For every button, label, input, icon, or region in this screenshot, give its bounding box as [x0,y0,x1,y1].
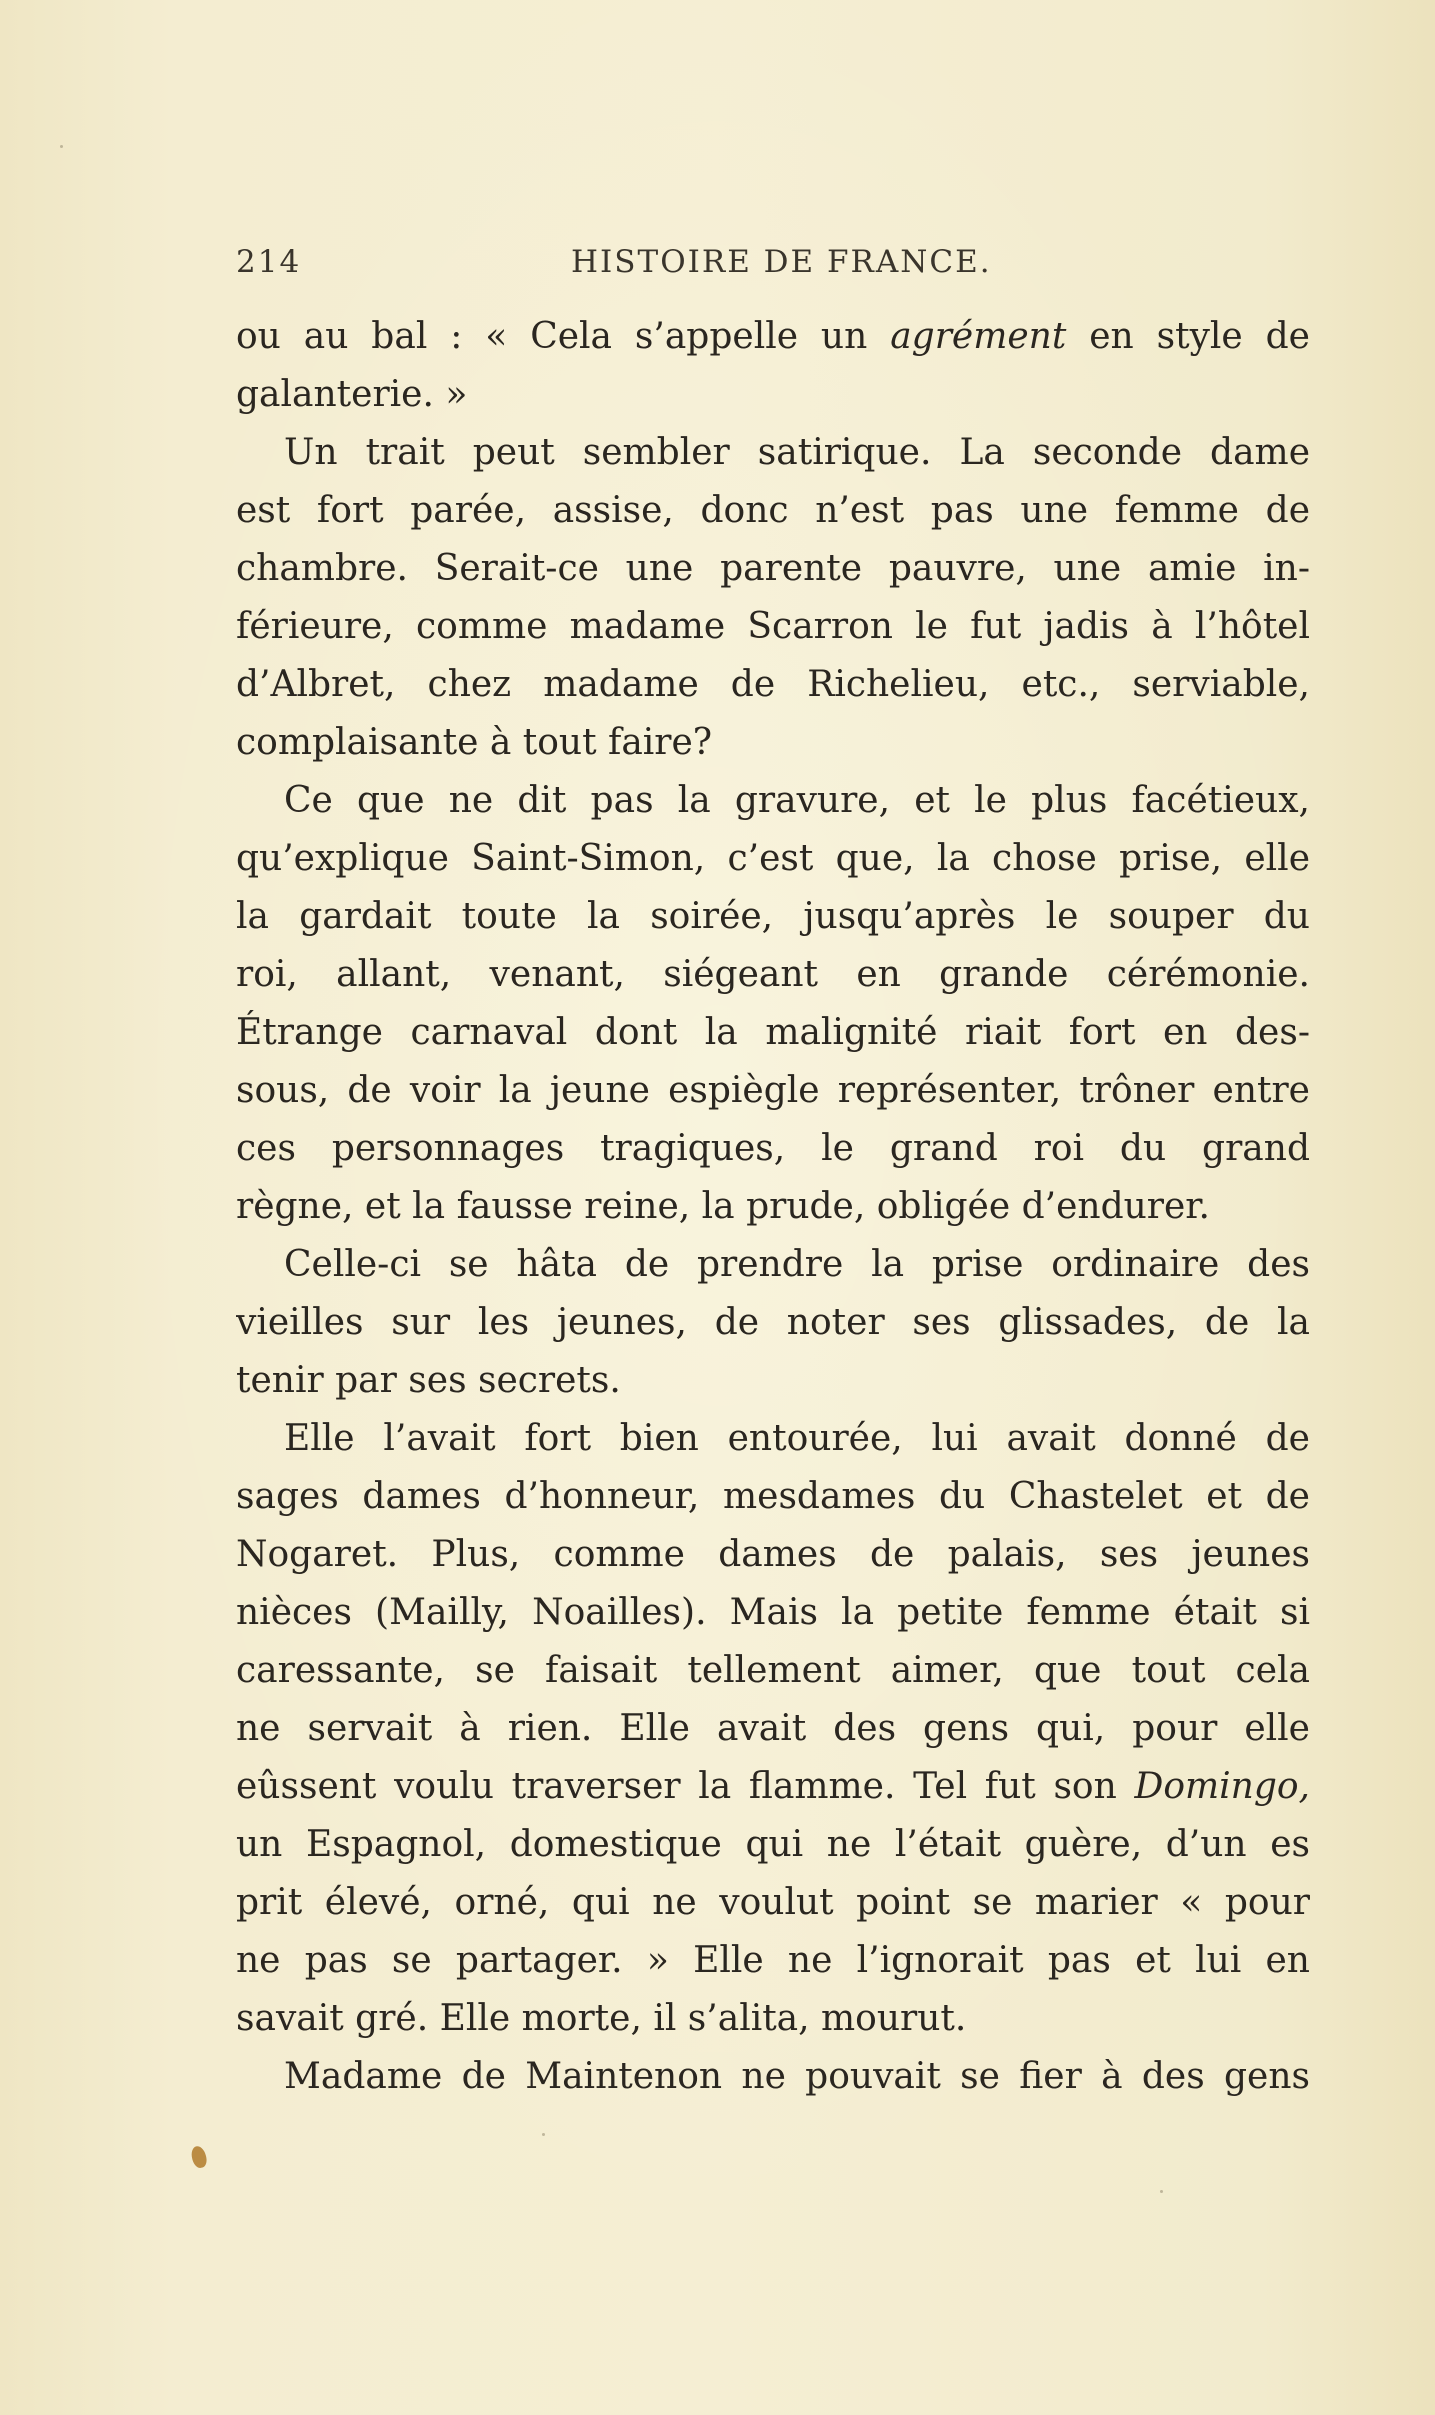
text-line [236,656,1310,714]
text-line [236,540,1310,598]
text-run: ne pas se partager. » Elle ne l’ignorait pas et lui en [236,1940,1310,1981]
page-header [236,244,1316,284]
text-line [236,1874,1310,1932]
text-run: Celle-ci se hâta de prendre la prise ordinaire des [284,1244,1310,1285]
text-run: chambre. Serait-ce une parente pauvre, une amie in- [236,548,1310,589]
text-line [236,1584,1310,1642]
text-line [236,308,1310,366]
text-line [236,1410,1310,1468]
text-line [236,1120,1310,1178]
text-line [236,1700,1310,1758]
text-run: Un trait peut sembler satirique. La seconde dame [284,432,1310,473]
text-run: Nogaret. Plus, comme dames de palais, ses jeunes [236,1534,1310,1575]
text-run: roi, allant, venant, siégeant en grande cérémonie. [236,954,1310,995]
text-run: ces personnages tragiques, le grand roi du grand [236,1128,1310,1169]
text-run: en style de [1066,316,1310,357]
text-line [236,1062,1310,1120]
text-line [236,598,1310,656]
text-run: ou au bal : « Cela s’appelle un [236,316,891,357]
text-run: Étrange carnaval dont la malignité riait fort en des- [236,1012,1310,1053]
text-line [236,772,1310,830]
text-run: galanterie. » [236,374,468,415]
text-line [236,830,1310,888]
text-run: eûssent voulu traverser la flamme. Tel fut son [236,1766,1135,1807]
text-line [236,1178,1310,1236]
italic-text: Domingo, [1134,1766,1310,1807]
body-text [236,308,1310,2106]
text-line [236,1468,1310,1526]
text-line [236,714,1310,772]
text-run: un Espagnol, domestique qui ne l’était guère, d’un es [236,1824,1310,1865]
text-run: prit élevé, orné, qui ne voulut point se marier « pour [236,1882,1310,1923]
text-line [236,888,1310,946]
page-number: 214 [236,244,302,280]
text-line [236,946,1310,1004]
running-title: HISTOIRE DE FRANCE. [571,244,992,280]
text-run: sages dames d’honneur, mesdames du Chastelet et de [236,1476,1310,1517]
text-run: nièces (Mailly, Noailles). Mais la petite femme était si [236,1592,1310,1633]
text-run: tenir par ses secrets. [236,1360,621,1401]
paper-speck [60,145,63,148]
text-line [236,1352,1310,1410]
text-run: savait gré. Elle morte, il s’alita, mourut. [236,1998,967,2039]
paper-speck [542,2133,545,2136]
text-run: est fort parée, assise, donc n’est pas une femme de [236,490,1310,531]
text-run: férieure, comme madame Scarron le fut jadis à l’hôtel [236,606,1310,647]
text-run: la gardait toute la soirée, jusqu’après le souper du [236,896,1310,937]
text-run: sous, de voir la jeune espiègle représenter, trôner entre [236,1070,1310,1111]
text-line [236,2048,1310,2106]
text-line [236,1758,1310,1816]
text-line [236,1236,1310,1294]
text-run: Elle l’avait fort bien entourée, lui avait donné de [284,1418,1310,1459]
text-line [236,1816,1310,1874]
text-line [236,1932,1310,1990]
text-line [236,1004,1310,1062]
text-line [236,1642,1310,1700]
text-run: qu’explique Saint-Simon, c’est que, la chose prise, elle [236,838,1310,879]
text-line [236,424,1310,482]
text-line [236,482,1310,540]
text-line [236,1526,1310,1584]
text-run: Madame de Maintenon ne pouvait se fier à des gens [284,2056,1310,2097]
text-run: caressante, se faisait tellement aimer, que tout cela [236,1650,1310,1691]
text-run: vieilles sur les jeunes, de noter ses glissades, de la [236,1302,1310,1343]
printer-ornament-mark [189,2145,208,2170]
text-line [236,366,1310,424]
italic-text: agrément [890,316,1067,357]
text-line [236,1294,1310,1352]
text-run: ne servait à rien. Elle avait des gens qui, pour elle [236,1708,1310,1749]
text-line [236,1990,1310,2048]
text-run: d’Albret, chez madame de Richelieu, etc., serviable, [236,664,1310,705]
paper-speck [1160,2190,1163,2193]
text-run: complaisante à tout faire? [236,722,713,763]
text-run: règne, et la fausse reine, la prude, obligée d’endurer. [236,1186,1211,1227]
text-run: Ce que ne dit pas la gravure, et le plus facétieux, [284,780,1310,821]
